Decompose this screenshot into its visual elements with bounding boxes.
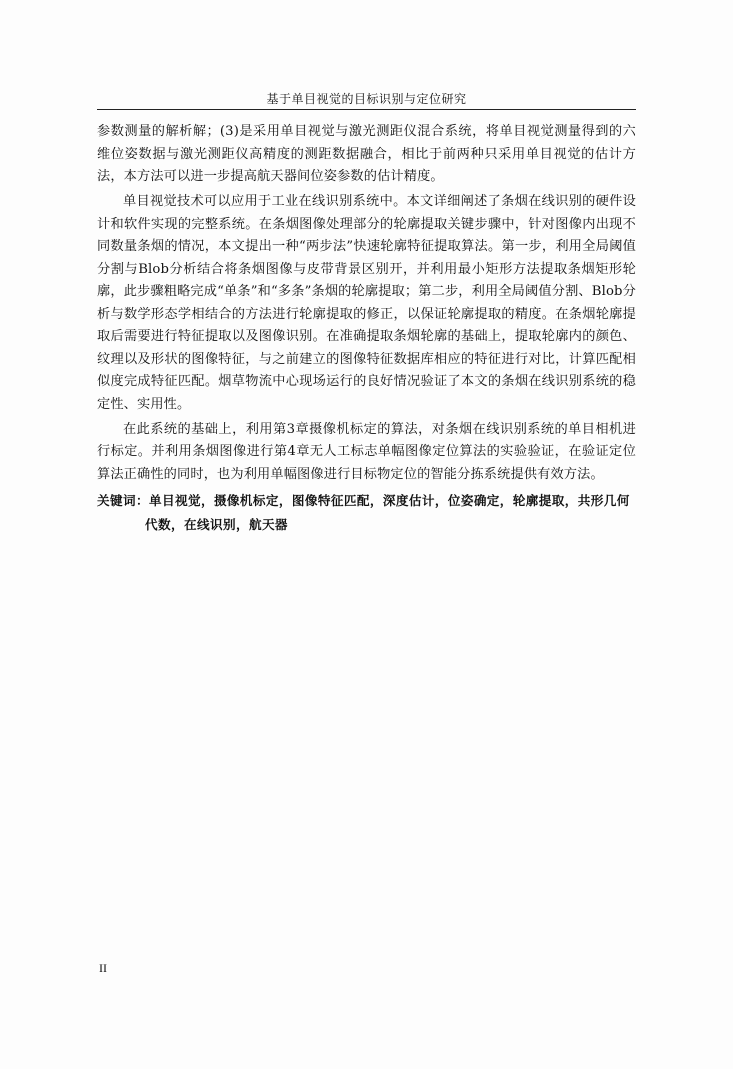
paragraph-system-description: 单目视觉技术可以应用于工业在线识别系统中。本文详细阐述了条烟在线识别的硬件设计和软件实现的完整系统。在条烟图像处理部分的轮廓提取关键步骤中，针对图像内出现不同数量条烟的情况，本文提出一种“两步法”快速轮廓特征提取算法。第一步，利用全局阈值分割与Blob分析结合将条烟图像与皮带背景区别开，并利用最小矩形方法提取条烟矩形轮廓，此步骤粗略完成“单条”和“多条”条烟的轮廓提取；第二步，利用全局阈值分割、Blob分析与数学形态学相结合的方法进行轮廓提取的修正，以保证轮廓提取的精度。在条烟轮廓提取后需要进行特征提取以及图像识别。在准确提取条烟轮廓的基础上，提取轮廓内的颜色、纹理以及形状的图像特征，与之前建立的图像特征数据库相应的特征进行对比，计算匹配相似度完成特征匹配。烟草物流中心现场运行的良好情况验证了本文的条烟在线识别系统的稳定性、实用性。	[97, 194, 636, 412]
header-divider	[97, 109, 636, 110]
keywords-line: 关键词：单目视觉，摄像机标定，图像特征匹配，深度估计，位姿确定，轮廓提取，共形几何代数，在线识别，航天器	[97, 492, 630, 532]
paragraph-calibration: 在此系统的基础上，利用第3章摄像机标定的算法，对条烟在线识别系统的单目相机进行标定。并利用条烟图像进行第4章无人工标志单幅图像定位算法的实验验证，在验证定位算法正确性的同时，也为利用单幅图像进行目标物定位的智能分拣系统提供有效方法。	[97, 421, 636, 482]
page-number: II	[99, 961, 107, 975]
running-header: 基于单目视觉的目标识别与定位研究	[266, 92, 467, 106]
paragraph-continuation: 参数测量的解析解；(3)是采用单目视觉与激光测距仪混合系统，将单目视觉测量得到的六维位姿数据与激光测距仪高精度的测距数据融合，相比于前两种只采用单目视觉的估计方法，本方法可以进一步提高航天器间位姿参数的估计精度。	[97, 124, 636, 184]
abstract-body	[97, 121, 636, 537]
